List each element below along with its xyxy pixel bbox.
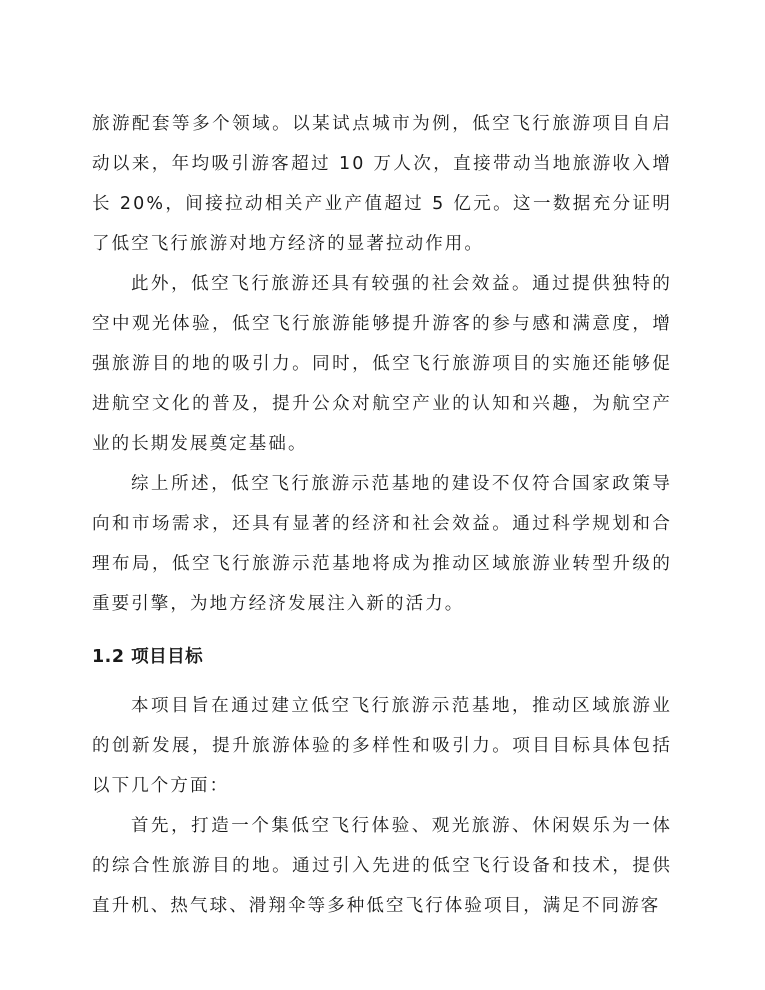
page-content (92, 104, 672, 926)
paragraph-first-goal: 首先，打造一个集低空飞行体验、观光旅游、休闲娱乐为一体的综合性旅游目的地。通过引入先进的低空飞行设备和技术，提供直升机、热气球、滑翔伞等多种低空飞行体验项目，满足不同游客 (92, 816, 672, 916)
section-heading: 1.2 项目目标 (92, 647, 204, 667)
paragraph-project-goal-intro: 本项目旨在通过建立低空飞行旅游示范基地，推动区域旅游业的创新发展，提升旅游体验的多样性和吸引力。项目目标具体包括以下几个方面： (92, 696, 672, 796)
paragraph-economic-impact: 旅游配套等多个领域。以某试点城市为例，低空飞行旅游项目自启动以来，年均吸引游客超过 10 万人次，直接带动当地旅游收入增长 20%，间接拉动相关产业产值超过 5 亿元。这一数据充分证明了低空飞行旅游对地方经济的显著拉动作用。 (92, 114, 672, 254)
paragraph-summary: 综上所述，低空飞行旅游示范基地的建设不仅符合国家政策导向和市场需求，还具有显著的经济和社会效益。通过科学规划和合理布局，低空飞行旅游示范基地将成为推动区域旅游业转型升级的重要引擎，为地方经济发展注入新的活力。 (92, 474, 672, 614)
paragraph-social-benefit: 此外，低空飞行旅游还具有较强的社会效益。通过提供独特的空中观光体验，低空飞行旅游能够提升游客的参与感和满意度，增强旅游目的地的吸引力。同时，低空飞行旅游项目的实施还能够促进航空文化的普及，提升公众对航空产业的认知和兴趣，为航空产业的长期发展奠定基础。 (92, 274, 672, 454)
